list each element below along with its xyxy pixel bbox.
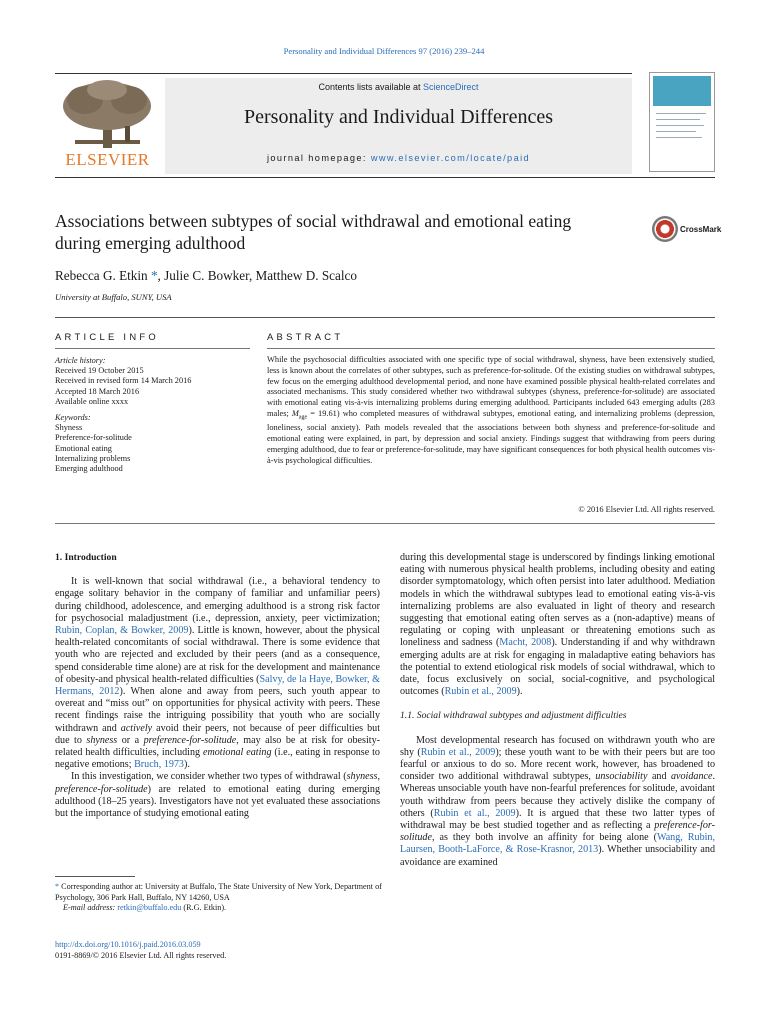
- m-age-symbol: M: [291, 408, 299, 418]
- text-run: ); these youth want to be with their peers but are too fearful or anxious to do so. More recent work, however, has broadened to consider two additional withdrawal subtypes,: [400, 746, 715, 783]
- abstract-rule: [267, 348, 715, 349]
- journal-cover-thumbnail: [649, 72, 715, 172]
- sciencedirect-link[interactable]: ScienceDirect: [423, 82, 479, 92]
- citation-link[interactable]: Rubin, Coplan, & Bowker, 2009: [55, 625, 189, 637]
- text-run: ). Understanding if and why withdrawn emerging adults are at risk for engaging in maladaptive eating behaviors has the potential to extend etiological risk models of social withdrawal, which to date, focus exclusively on social, social-cognitive, and psychological outcomes (: [400, 637, 715, 698]
- author-primary: Rebecca G. Etkin: [55, 268, 151, 283]
- text-run: ). When alone and away from peers, such youth appear to overeat and “miss out” on opportunities for physical activity with peers. These recent findings raise the intriguing possibility that youth who are socially withdrawn and: [55, 686, 380, 734]
- journal-reference[interactable]: Personality and Individual Differences 97 (2016) 239–244: [283, 46, 485, 56]
- emphasized-text: unsociability: [595, 771, 648, 783]
- text-run: ).: [516, 686, 523, 698]
- paragraph: [55, 576, 380, 771]
- abstract-part1: While the psychosocial difficulties associated with one specific type of social withdrawal, shyness, have been extensively studied, less is known about the correlates of other subtypes, such as preference-for-solitude. Of the existing studies on withdrawal subtypes, few focus on the emerging adulthood developmental period, and none have examined possible physical health-related correlates and associated mechanisms. This study considered whether two withdrawal subtypes (shyness, preference-for-solitude) are associated with emotional eating vis-à-vis internalizing problems during emerging adulthood. Participants included 643 emerging adults (283 males;: [267, 355, 715, 418]
- citation-link[interactable]: Rubin et al., 2009: [444, 686, 517, 698]
- text-run: It is well-known that social withdrawal (i.e., a behavioral tendency to engage solitary behavior in the company of familiar and unfamiliar peers) during childhood, adolescence, and emerging adulthood is a strong risk factor for psychosocial maladjustment (i.e., depression, anxiety, peer victimization;: [55, 576, 380, 624]
- cover-line: [656, 119, 700, 120]
- cover-line: [656, 113, 706, 114]
- text-run: , may also be at risk for obesity-related health difficulties, including: [55, 734, 380, 759]
- history-item: Received in revised form 14 March 2016: [55, 376, 192, 386]
- citation-link[interactable]: Rubin et al., 2009: [433, 807, 516, 819]
- subsection-heading: 1.1. Social withdrawal subtypes and adjustment difficulties: [400, 710, 627, 722]
- abstract-heading: ABSTRACT: [267, 331, 344, 342]
- abstract-copyright: © 2016 Elsevier Ltd. All rights reserved.: [578, 505, 715, 514]
- keyword: Shyness: [55, 423, 83, 433]
- section-heading: 1. Introduction: [55, 552, 117, 563]
- text-run: ). It is argued that these two latter types of withdrawal may be best studied together and as reflecting a: [400, 807, 715, 832]
- footnote-email-line: [55, 903, 385, 914]
- text-run: and: [647, 771, 671, 783]
- cover-band: [653, 76, 711, 106]
- crossmark-label: CrossMark: [680, 224, 722, 234]
- crossmark-icon: [652, 216, 678, 242]
- header-bottom-rule: [55, 177, 715, 178]
- footnote: [55, 882, 385, 914]
- footnote-star: *: [55, 882, 60, 891]
- m-age-subscript: age: [298, 414, 308, 421]
- header-top-rule: [55, 73, 632, 74]
- issn-copyright: 0191-8869/© 2016 Elsevier Ltd. All rights reserved.: [55, 950, 227, 960]
- abstract-part2: = 19.61) who completed measures of withdrawal subtypes, emotional eating, and internalizing problems (depression, loneliness, social anxiety). Path models revealed that the associations between both shyness and preference-for-solitude and emotional eating were explained, in part, by depression and social anxiety. Findings suggest that withdrawing from peers during emerging adulthood, due to fear or preference-for-solitude, may have significant consequences for both physical health outcomes vis-à-vis psychological difficulties.: [267, 408, 715, 465]
- text-run: . Whereas unsociable youth have non-fearful preferences for solitude, avoidant youth withdraw from peers because they actively dislike the company of others (: [400, 771, 715, 819]
- author-others: , Julie C. Bowker, Matthew D. Scalco: [157, 268, 357, 283]
- emphasized-text: emotional eating: [202, 747, 272, 759]
- contents-prefix: Contents lists available at: [318, 82, 424, 92]
- journal-title: Personality and Individual Differences: [244, 106, 553, 128]
- contents-line: [165, 82, 632, 92]
- keywords-label: Keywords:: [55, 413, 91, 423]
- text-run: In this investigation, we consider whether two types of withdrawal (: [71, 771, 347, 783]
- citation-link[interactable]: Salvy, de la Haye, Bowker, & Hermans, 2012: [55, 673, 380, 698]
- homepage-prefix: journal homepage:: [266, 153, 371, 163]
- author-list: [55, 268, 357, 284]
- text-run: avoid their peers, not because of peer difficulties but due to: [55, 722, 381, 746]
- emphasized-text: avoidance: [670, 771, 713, 783]
- emphasized-text: preference-for-solitude: [143, 734, 237, 746]
- footnote-rule: [55, 876, 135, 877]
- citation-link[interactable]: Macht, 2008: [499, 637, 552, 649]
- cover-line: [656, 131, 696, 132]
- history-item: Received 19 October 2015: [55, 366, 144, 376]
- text-run: ) are related to emotional eating during emerging adulthood (18–25 years). Investigators have not yet evaluated these associations but the importance of studying emotional eating: [55, 783, 380, 820]
- history-item: Available online xxxx: [55, 396, 129, 406]
- text-run: Most developmental research has focused on withdrawn youth who are shy (: [400, 734, 715, 758]
- citation-link[interactable]: Wang, Rubin, Laursen, Booth-LaForce, & Rose-Krasnor, 2013: [400, 832, 716, 856]
- paragraph: [400, 552, 715, 698]
- corresponding-author-star[interactable]: *: [150, 268, 158, 283]
- abstract-text: [267, 355, 715, 467]
- text-run: or a: [117, 734, 144, 746]
- history-item: Accepted 18 March 2016: [55, 386, 140, 396]
- emphasized-text: preference-for-solitude: [400, 820, 715, 844]
- affiliation: University at Buffalo, SUNY, USA: [55, 292, 172, 302]
- emphasized-text: shyness: [86, 734, 118, 746]
- email-label: E-mail address:: [63, 903, 118, 912]
- body-column-left: [55, 552, 380, 820]
- crossmark-badge[interactable]: [652, 216, 721, 242]
- history-label: Article history:: [55, 356, 106, 365]
- keyword: Emerging adulthood: [55, 464, 123, 474]
- text-run: ). Whether unsociability and avoidance are examined: [400, 844, 715, 868]
- text-run: , as they both involve an affinity for being alone (: [431, 832, 657, 844]
- author-email-link[interactable]: retkin@buffalo.edu: [117, 903, 182, 912]
- email-suffix: (R.G. Etkin).: [181, 903, 227, 912]
- article-info-rule: [55, 348, 250, 349]
- doi-link[interactable]: http://dx.doi.org/10.1016/j.paid.2016.03.059: [55, 940, 201, 949]
- paragraph: [55, 771, 380, 820]
- abstract-bottom-rule: [55, 523, 715, 524]
- paragraph: [400, 735, 715, 869]
- article-title: Associations between subtypes of social withdrawal and emotional eating during emerging adulthood: [55, 211, 572, 253]
- text-run: (i.e., eating in response to negative emotions;: [55, 747, 380, 771]
- footnote-text: Corresponding author at: University at Buffalo, The State University of New York, Department of Psychology, 306 Park Hall, Buffalo, NY 14260, USA: [55, 882, 382, 902]
- journal-homepage: [165, 153, 632, 163]
- cover-line: [656, 125, 704, 126]
- keyword: Internalizing problems: [55, 453, 131, 463]
- section-rule: [55, 317, 715, 318]
- body-column-right: [400, 552, 715, 869]
- homepage-link[interactable]: www.elsevier.com/locate/paid: [370, 153, 531, 163]
- article-info-panel: [55, 356, 250, 474]
- text-run: during this developmental stage is underscored by findings linking emotional eating with numerous physical health problems, including obesity and eating disorder symptomatology, which often persist into later adulthood. Mediation models in which the withdrawal subtypes lead to emotional eating vis-à-vis internalizing problems are also evaluated in light of theory and research suggesting that emotional eating often serves as a (non-adaptive) means of regulating or coping with unpleasant or threatening emotions such as loneliness and sadness (: [400, 552, 715, 649]
- text-run: ).: [183, 759, 190, 771]
- keyword: Preference-for-solitude: [55, 433, 132, 443]
- elsevier-wordmark: ELSEVIER: [65, 150, 150, 169]
- citation-link[interactable]: Rubin et al., 2009: [420, 746, 496, 758]
- doi-block: [55, 940, 355, 962]
- emphasized-text: shyness, preference-for-solitude: [55, 771, 380, 795]
- article-info-heading: ARTICLE INFO: [55, 331, 160, 342]
- text-run: ). Little is known, however, about the physical health-related concomitants of social withdrawal. There is some evidence that youth who are rejected and excluded by their peers (and as a consequence, spend considerable time alone) are at risk for the development and maintenance of obesity-and physical health-related difficulties (: [55, 625, 380, 685]
- emphasized-text: actively: [120, 722, 153, 734]
- cover-line: [656, 137, 702, 138]
- keyword: Emotional eating: [55, 443, 112, 453]
- footnote-corresponding: [55, 882, 385, 903]
- citation-link[interactable]: Bruch, 1973: [134, 759, 184, 771]
